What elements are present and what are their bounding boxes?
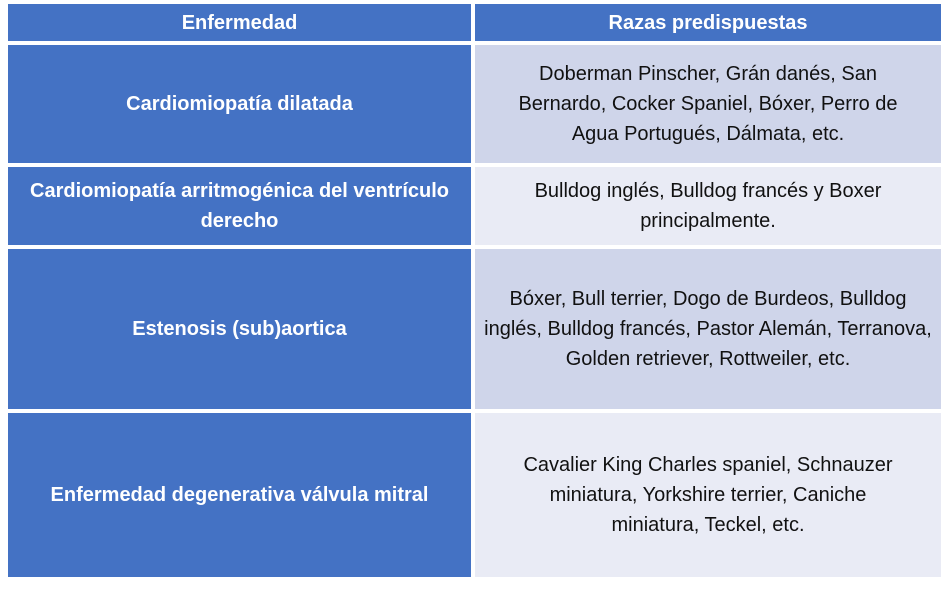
table-header-row [8, 4, 941, 41]
table-row [8, 249, 941, 409]
disease-cell: Cardiomiopatía dilatada [8, 45, 471, 163]
table-row [8, 45, 941, 163]
breeds-cell: Bóxer, Bull terrier, Dogo de Burdeos, Bulldog inglés, Bulldog francés, Pastor Alemán, Terranova, Golden retriever, Rottweiler, etc. [475, 249, 941, 409]
table-row [8, 167, 941, 245]
breeds-cell: Cavalier King Charles spaniel, Schnauzer miniatura, Yorkshire terrier, Caniche miniatura, Teckel, etc. [475, 413, 941, 577]
header-breeds: Razas predispuestas [475, 4, 941, 41]
disease-cell: Enfermedad degenerativa válvula mitral [8, 413, 471, 577]
breed-predisposition-table [8, 4, 941, 581]
table-row [8, 413, 941, 577]
breeds-cell: Doberman Pinscher, Grán danés, San Bernardo, Cocker Spaniel, Bóxer, Perro de Agua Portugués, Dálmata, etc. [475, 45, 941, 163]
disease-cell: Cardiomiopatía arritmogénica del ventrículo derecho [8, 167, 471, 245]
header-disease: Enfermedad [8, 4, 471, 41]
disease-cell: Estenosis (sub)aortica [8, 249, 471, 409]
breeds-cell: Bulldog inglés, Bulldog francés y Boxer principalmente. [475, 167, 941, 245]
